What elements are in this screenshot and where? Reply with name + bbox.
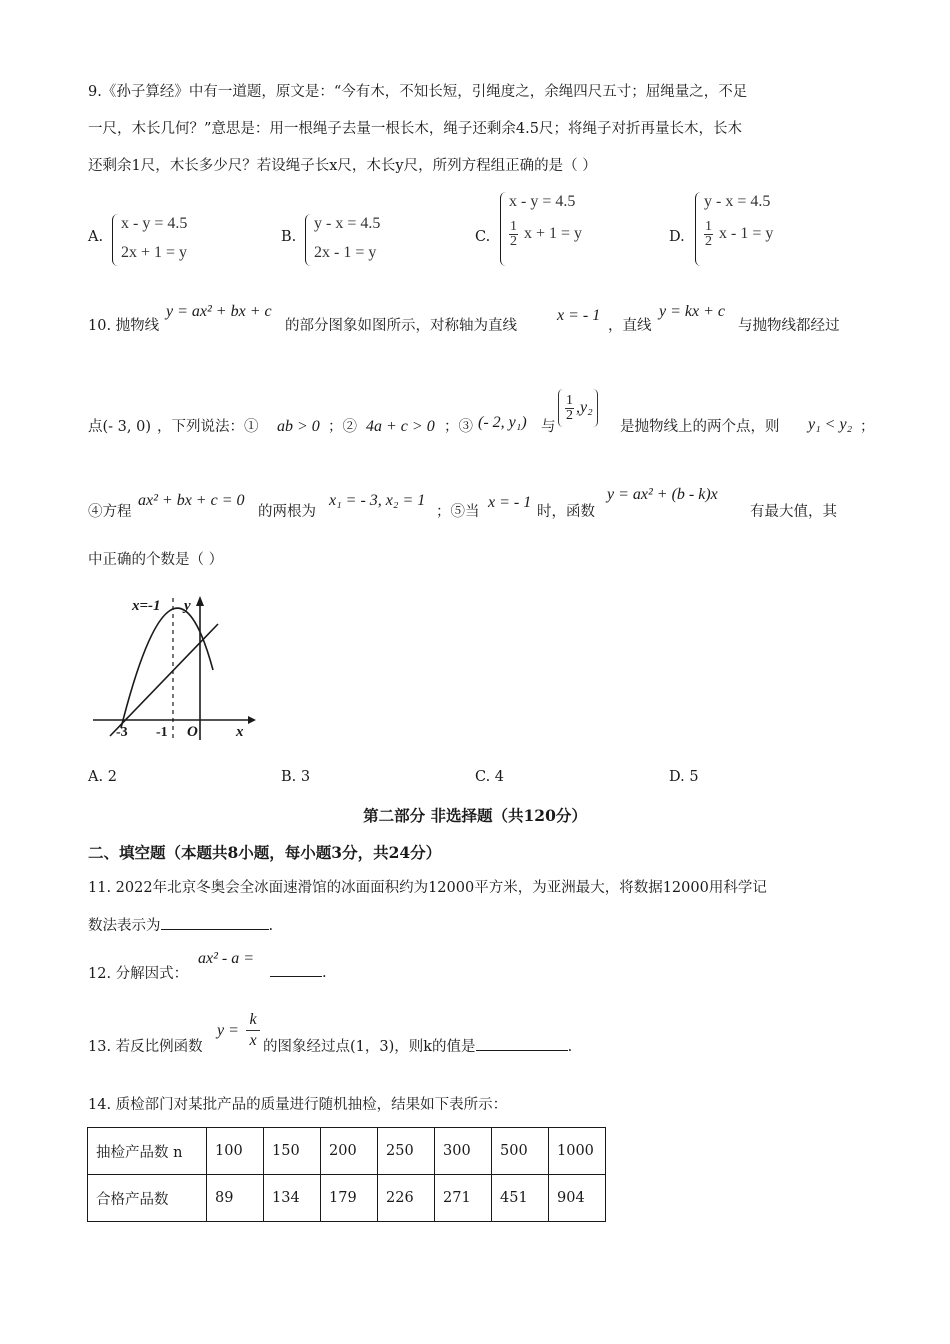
tick-neg3: -3 [116, 725, 128, 740]
table-cell: 100 [207, 1128, 264, 1175]
equation-rest: x - 1 = y [719, 225, 774, 243]
q12-expr: ax² - a = [198, 950, 255, 967]
q10-text: 的部分图象如图所示，对称轴为直线 [285, 318, 517, 334]
equation [702, 220, 773, 249]
table-cell: 179 [321, 1175, 378, 1222]
answer-blank[interactable] [161, 915, 269, 930]
q11-line1: 11. 2022年北京冬奥会全冰面速滑馆的冰面面积约为12000平方米，为亚洲最大，将数据12000用科学记 [88, 880, 767, 896]
equation: x - y = 4.5 [509, 193, 576, 210]
q12-prefix: 12. 分解因式： [88, 966, 189, 982]
y2: y₂ [580, 399, 593, 416]
q10-text: ，下列说法：① [157, 419, 259, 435]
q10-text: ④方程 [88, 504, 132, 520]
x-axis-arrow [248, 716, 256, 724]
q10-option-d[interactable]: D. 5 [669, 769, 699, 785]
q10-option-c[interactable]: C. 4 [475, 769, 505, 785]
equation: y - x = 4.5 [314, 215, 381, 232]
row-header: 抽检产品数 n [88, 1128, 207, 1175]
table-cell: 271 [435, 1175, 492, 1222]
q12-answer [270, 962, 327, 981]
q10-point-1: (- 2, y₁) [478, 414, 527, 431]
q10-line-eq: y = kx + c [659, 303, 725, 320]
equation: y - x = 4.5 [704, 193, 771, 210]
tick-neg1: -1 [156, 725, 168, 740]
q10-statement-2: 4a + c > 0 [366, 418, 435, 435]
q10-text: ；② [328, 419, 357, 435]
q9-line1: 9.《孙子算经》中有一道题，原文是：“今有木，不知长短，引绳度之，余绳四尺五寸；屈绳量之，不足 [88, 84, 748, 100]
q10-text: 有最大值，其 [750, 504, 837, 520]
fraction: $\frac{1}{2}$ [510, 219, 517, 249]
q9-line2: 一尺，木长几何？”意思是：用一根绳子去量一根长木，绳子还剩余4.5尺；将绳子对折再量长木，长木 [88, 121, 742, 137]
table-cell: 226 [378, 1175, 435, 1222]
q10-statement-1: ab > 0 [277, 418, 320, 435]
brace [112, 214, 120, 266]
q10-text: 是抛物线上的两个点，则 [620, 419, 780, 435]
q14-text: 14. 质检部门对某批产品的质量进行随机抽检，结果如下表所示： [88, 1097, 508, 1113]
q10-point-2: $\frac{1}{2}$ ,y₂ [558, 389, 598, 427]
q10-statement-3: y₁ < y₂ [808, 416, 853, 433]
answer-blank[interactable] [270, 962, 322, 977]
table-cell: 1000 [549, 1128, 606, 1175]
table-cell: 89 [207, 1175, 264, 1222]
table-row [88, 1175, 606, 1222]
q10-prefix: 10. 抛物线 [88, 318, 160, 334]
q10-text: ，直线 [608, 318, 652, 334]
origin-label: O [187, 724, 198, 740]
q13-prefix: 13. 若反比例函数 [88, 1039, 203, 1055]
q10-statement-4-roots: x₁ = - 3, x₂ = 1 [329, 492, 426, 509]
option-label: A. [88, 229, 104, 245]
table-cell: 150 [264, 1128, 321, 1175]
table-cell: 200 [321, 1128, 378, 1175]
x-label: x [236, 724, 244, 740]
denominator: x [249, 1032, 257, 1049]
table-cell: 134 [264, 1175, 321, 1222]
part2-title: 第二部分 非选择题（共120分） [363, 806, 587, 825]
q10-statement-5-fn: y = ax² + (b - k)x [607, 486, 718, 503]
q10-graph [88, 590, 258, 750]
brace [305, 214, 313, 266]
equation: x - y = 4.5 [121, 215, 188, 232]
q9-line3: 还剩余1尺，木长多少尺？若设绳子长x尺，木长y尺，所列方程组正确的是（ ） [88, 158, 597, 174]
q10-text: 时，函数 [537, 504, 595, 520]
table-cell: 904 [549, 1175, 606, 1222]
table-row [88, 1128, 606, 1175]
q10-text: ；③ [444, 419, 473, 435]
option-label: C. [475, 229, 491, 245]
q11-end: . [268, 918, 274, 934]
q13-fn-y: y = [217, 1022, 239, 1039]
q10-statement-4-eq: ax² + bx + c = 0 [138, 492, 245, 509]
q10-statement-5-cond: x = - 1 [488, 494, 532, 511]
q11-line2 [88, 915, 273, 936]
q13-end: . [567, 1039, 573, 1055]
q13-text [263, 1035, 572, 1056]
equation: 2x - 1 = y [314, 244, 377, 261]
y-axis-arrow [196, 596, 204, 606]
q10-text: ； [860, 419, 875, 435]
numerator: k [246, 1010, 260, 1031]
table-cell: 250 [378, 1128, 435, 1175]
y-label: y [184, 598, 191, 614]
q10-text: 的两根为 [258, 504, 316, 520]
table-cell: 500 [492, 1128, 549, 1175]
option-label: D. [669, 229, 685, 245]
q10-text: ；⑤当 [436, 504, 480, 520]
equation-rest: x + 1 = y [524, 225, 583, 243]
fraction: $\frac{1}{2}$ [705, 219, 712, 249]
answer-blank[interactable] [476, 1036, 568, 1051]
option-label: B. [281, 229, 297, 245]
q10-option-b[interactable]: B. 3 [281, 769, 311, 785]
row-header: 合格产品数 [88, 1175, 207, 1222]
equation: 2x + 1 = y [121, 244, 188, 261]
q10-parabola: y = ax² + bx + c [166, 303, 272, 320]
q10-point: 点(- 3, 0) [88, 419, 151, 435]
q10-text: 与 [541, 419, 556, 435]
equation [507, 220, 582, 249]
section2-title: 二、填空题（本题共8小题，每小题3分，共24分） [88, 843, 442, 862]
q14-table [87, 1127, 606, 1222]
table-cell: 300 [435, 1128, 492, 1175]
q10-line4: 中正确的个数是（ ） [88, 552, 224, 568]
q13-mid: 的图象经过点(1，3)，则k的值是 [263, 1039, 476, 1055]
q12-end: . [322, 965, 327, 981]
axis-label: x=-1 [132, 598, 161, 614]
q13-fraction [246, 1010, 260, 1051]
q10-axis: x = - 1 [557, 307, 601, 324]
q10-option-a[interactable]: A. 2 [88, 769, 117, 785]
q10-text: 与抛物线都经过 [738, 318, 840, 334]
table-cell: 451 [492, 1175, 549, 1222]
q11-text: 数法表示为 [88, 918, 161, 934]
